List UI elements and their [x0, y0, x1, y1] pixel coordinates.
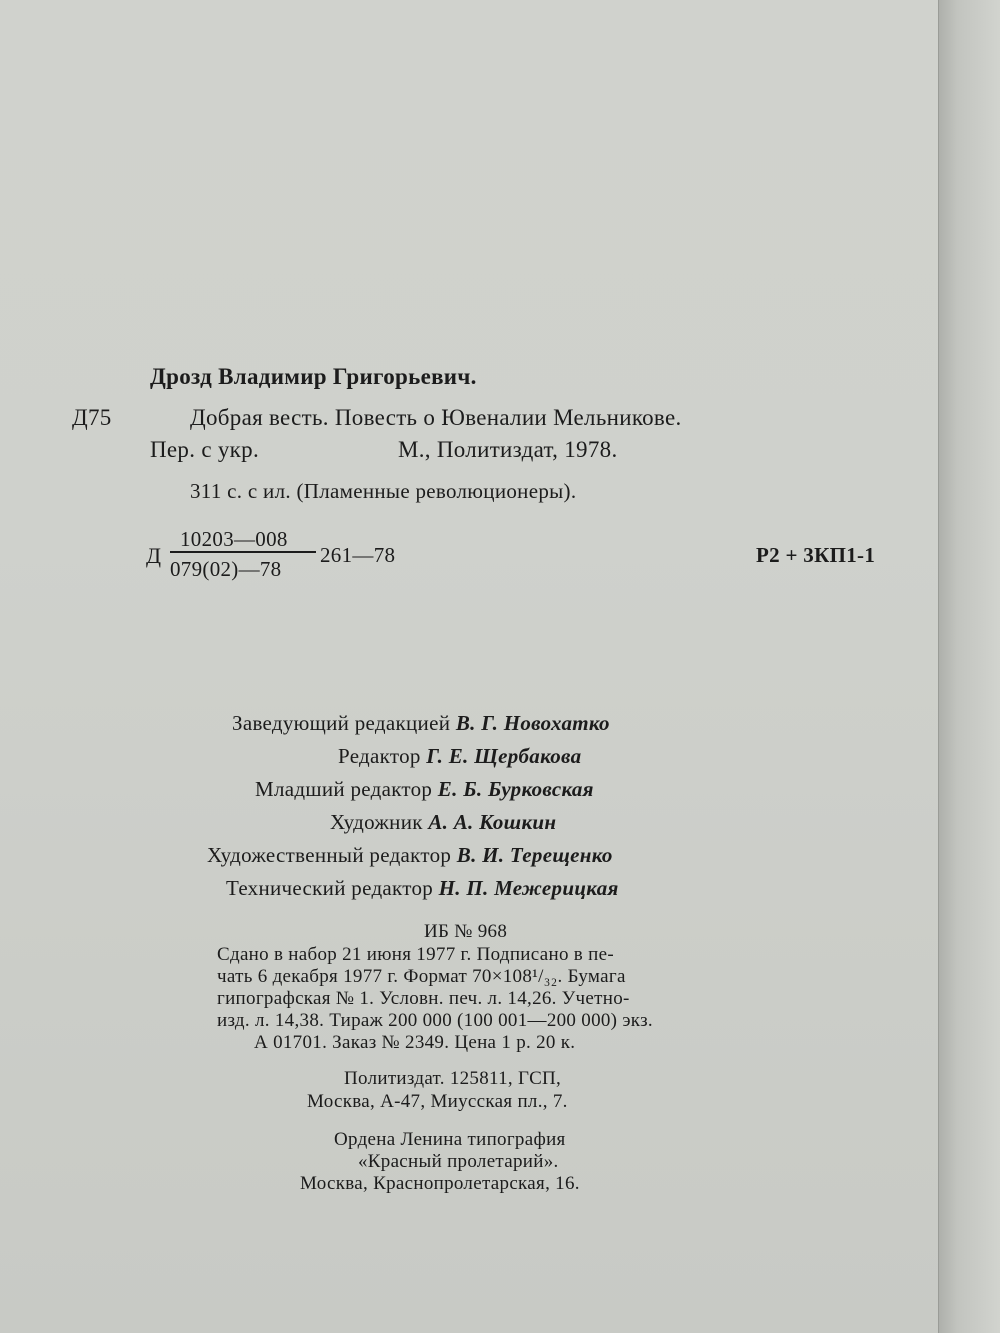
publisher-line: Политиздат. 125811, ГСП, — [344, 1068, 562, 1089]
imprint-line: гипографская № 1. Условн. печ. л. 14,26. Учетно- — [217, 988, 630, 1009]
index-letter: Д — [146, 543, 162, 568]
printer-line: Ордена Ленина типография — [334, 1129, 566, 1150]
next-page-edge — [938, 0, 1000, 1333]
imprint-line: чать 6 декабря 1977 г. Формат 70×108¹/₃₂. Бумага — [217, 966, 626, 987]
book-title-line: Добрая весть. Повесть о Ювеналии Мельникове. — [190, 405, 682, 430]
credit-line: Художник А. А. Кошкин — [330, 810, 557, 834]
credit-line: Технический редактор Н. П. Межерицкая — [226, 876, 619, 900]
fraction-line — [170, 551, 316, 553]
credit-line: Художественный редактор В. И. Терещенко — [207, 843, 613, 867]
ib-number: ИБ № 968 — [424, 921, 508, 942]
index-numerator: 10203—008 — [180, 527, 288, 551]
credit-line: Редактор Г. Е. Щербакова — [338, 744, 582, 768]
classification-code: Р2 + 3КП1-1 — [756, 543, 876, 567]
publication-place: М., Политиздат, 1978. — [398, 437, 618, 462]
credit-line: Младший редактор Е. Б. Бурковская — [255, 777, 594, 801]
printer-address: Москва, Краснопролетарская, 16. — [300, 1173, 580, 1194]
publisher-address: Москва, А-47, Миусская пл., 7. — [307, 1091, 568, 1112]
credit-line: Заведующий редакцией В. Г. Новохатко — [232, 711, 610, 735]
printer-name: «Красный пролетарий». — [358, 1151, 559, 1172]
imprint-line: А 01701. Заказ № 2349. Цена 1 р. 20 к. — [254, 1032, 576, 1053]
imprint-line: Сдано в набор 21 июня 1977 г. Подписано в пе- — [217, 944, 614, 965]
index-suffix: 261—78 — [320, 543, 396, 567]
pages-series: 311 с. с ил. (Пламенные революционеры). — [190, 479, 577, 503]
author-name: Дрозд Владимир Григорьевич. — [150, 364, 477, 389]
translation-note: Пер. с укр. — [150, 437, 260, 462]
imprint-line: изд. л. 14,38. Тираж 200 000 (100 001—200 000) экз. — [217, 1010, 653, 1031]
index-denominator: 079(02)—78 — [170, 557, 282, 581]
catalog-code: Д75 — [72, 405, 112, 430]
